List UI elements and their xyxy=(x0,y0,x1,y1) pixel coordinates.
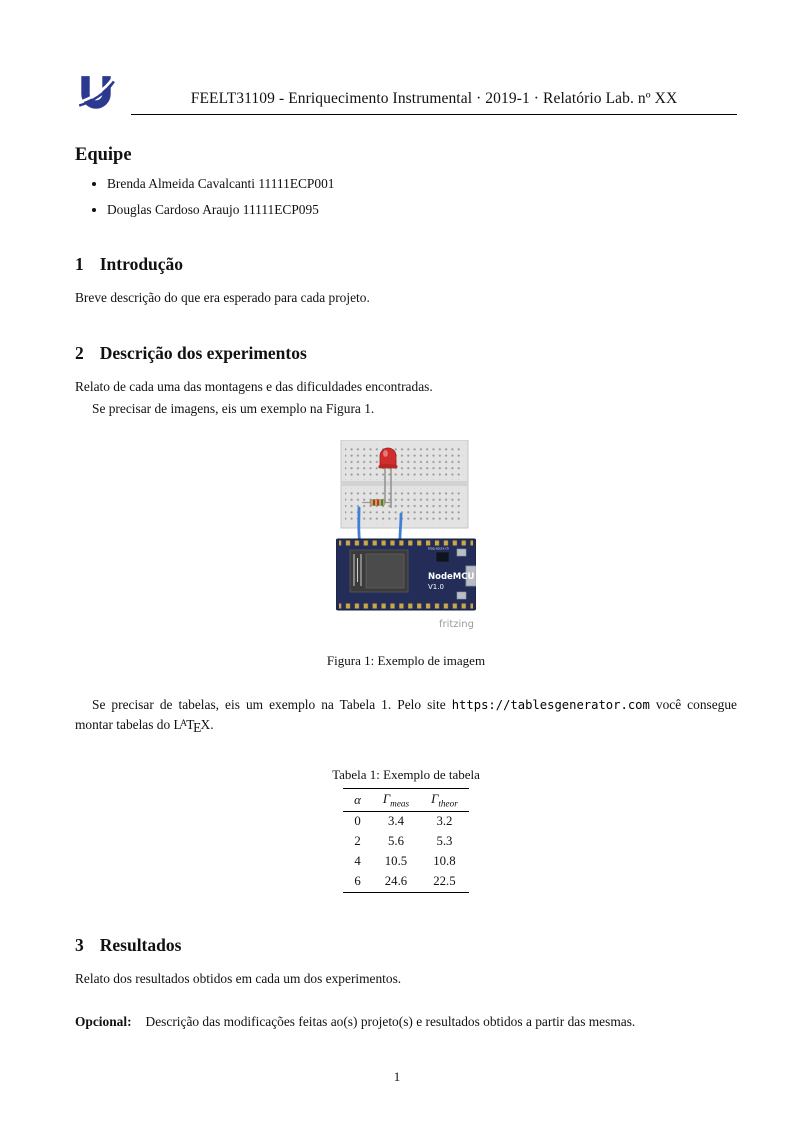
fritzing-watermark: fritzing xyxy=(438,619,474,631)
header-rule xyxy=(131,90,737,115)
latex-logo: LATEX xyxy=(173,717,211,735)
team-list xyxy=(91,176,737,218)
tablesgenerator-link[interactable]: https://tablesgenerator.com xyxy=(451,698,650,713)
reset-button xyxy=(457,592,466,599)
team-member: • Brenda Almeida Cavalcanti 11111ECP001 xyxy=(107,176,737,192)
section-2-paragraph-1: Relato de cada uma das montagens e das dificuldades encontradas. xyxy=(75,379,433,395)
col-alpha: α xyxy=(354,792,361,807)
board-label: NodeMCU xyxy=(428,572,475,583)
pin-header-bottom xyxy=(339,604,473,609)
section-3-paragraph: Relato dos resultados obtidos em cada um dos experimentos. xyxy=(75,970,402,986)
usb-uart-chip xyxy=(436,552,449,562)
section-3-number: 3 xyxy=(75,934,84,955)
section-2-paragraph-2: Se precisar de imagens, eis um exemplo na Figura 1. xyxy=(92,400,375,416)
esp-module xyxy=(350,550,408,592)
figure-image xyxy=(336,440,476,632)
nodemcu-board xyxy=(336,539,476,610)
ufu-logo xyxy=(75,73,117,115)
table-caption: Tabela 1: Exemplo de tabela xyxy=(332,767,480,783)
opcional-text: Descrição das modificações feitas ao(s) projeto(s) e resultados obtidos a partir das mesmas. xyxy=(145,1014,636,1030)
figure-1 xyxy=(75,440,737,669)
opcional-paragraph xyxy=(75,1014,737,1030)
flash-button xyxy=(457,549,466,556)
opcional-label: Opcional: xyxy=(75,1014,132,1030)
section-2-title: Descrição dos experimentos xyxy=(99,343,307,364)
table-row: 2 5.6 5.3 xyxy=(354,834,453,849)
tables-paragraph-after: você consegue montar tabelas do xyxy=(75,697,738,732)
section-1-number: 1 xyxy=(75,254,84,274)
document-header xyxy=(75,73,737,115)
section-1-paragraph: Breve descrição do que era esperado para cada projeto. xyxy=(75,290,370,305)
tables-paragraph: Se precisar de tabelas, eis um exemplo na Tabela 1. Pelo site https://tablesgenerator.com você consegue montar tabelas do LATEX. xyxy=(75,697,738,735)
pin-header-top xyxy=(339,541,473,546)
table-header-row xyxy=(343,789,469,812)
board-version: V1.0 xyxy=(428,583,444,592)
section-2-number: 2 xyxy=(75,343,84,364)
section-3-heading xyxy=(75,935,737,956)
col-gamma-theor: $\Gamma_{theor}$ xyxy=(431,791,458,809)
col-gamma-meas: $\Gamma_{meas}$ xyxy=(382,791,410,809)
team-member: • Douglas Cardoso Araujo 11111ECP095 xyxy=(107,202,737,218)
section-3-title: Resultados xyxy=(99,934,182,955)
header-title: FEELT31109 - Enriquecimento Instrumental · 2019-1 · Relatório Lab. nº XX xyxy=(190,90,678,107)
figure-caption: Figura 1: Exemplo de imagem xyxy=(326,653,486,669)
led xyxy=(379,448,398,468)
section-2-heading xyxy=(75,343,737,364)
example-table xyxy=(343,788,469,893)
tables-paragraph-before: Se precisar de tabelas, eis um exemplo na Tabela 1. Pelo site xyxy=(92,697,452,713)
table-row: 6 24.6 22.5 xyxy=(343,872,469,893)
section-1-heading xyxy=(75,254,737,275)
page-number: 1 xyxy=(393,1069,401,1084)
team-heading: Equipe xyxy=(75,145,132,165)
table-row: 4 10.5 10.8 xyxy=(354,854,456,869)
board-note: blog·squix·ch xyxy=(427,546,449,551)
section-1-title: Introdução xyxy=(99,254,184,274)
table-row: 0 3.4 3.2 xyxy=(354,814,453,829)
